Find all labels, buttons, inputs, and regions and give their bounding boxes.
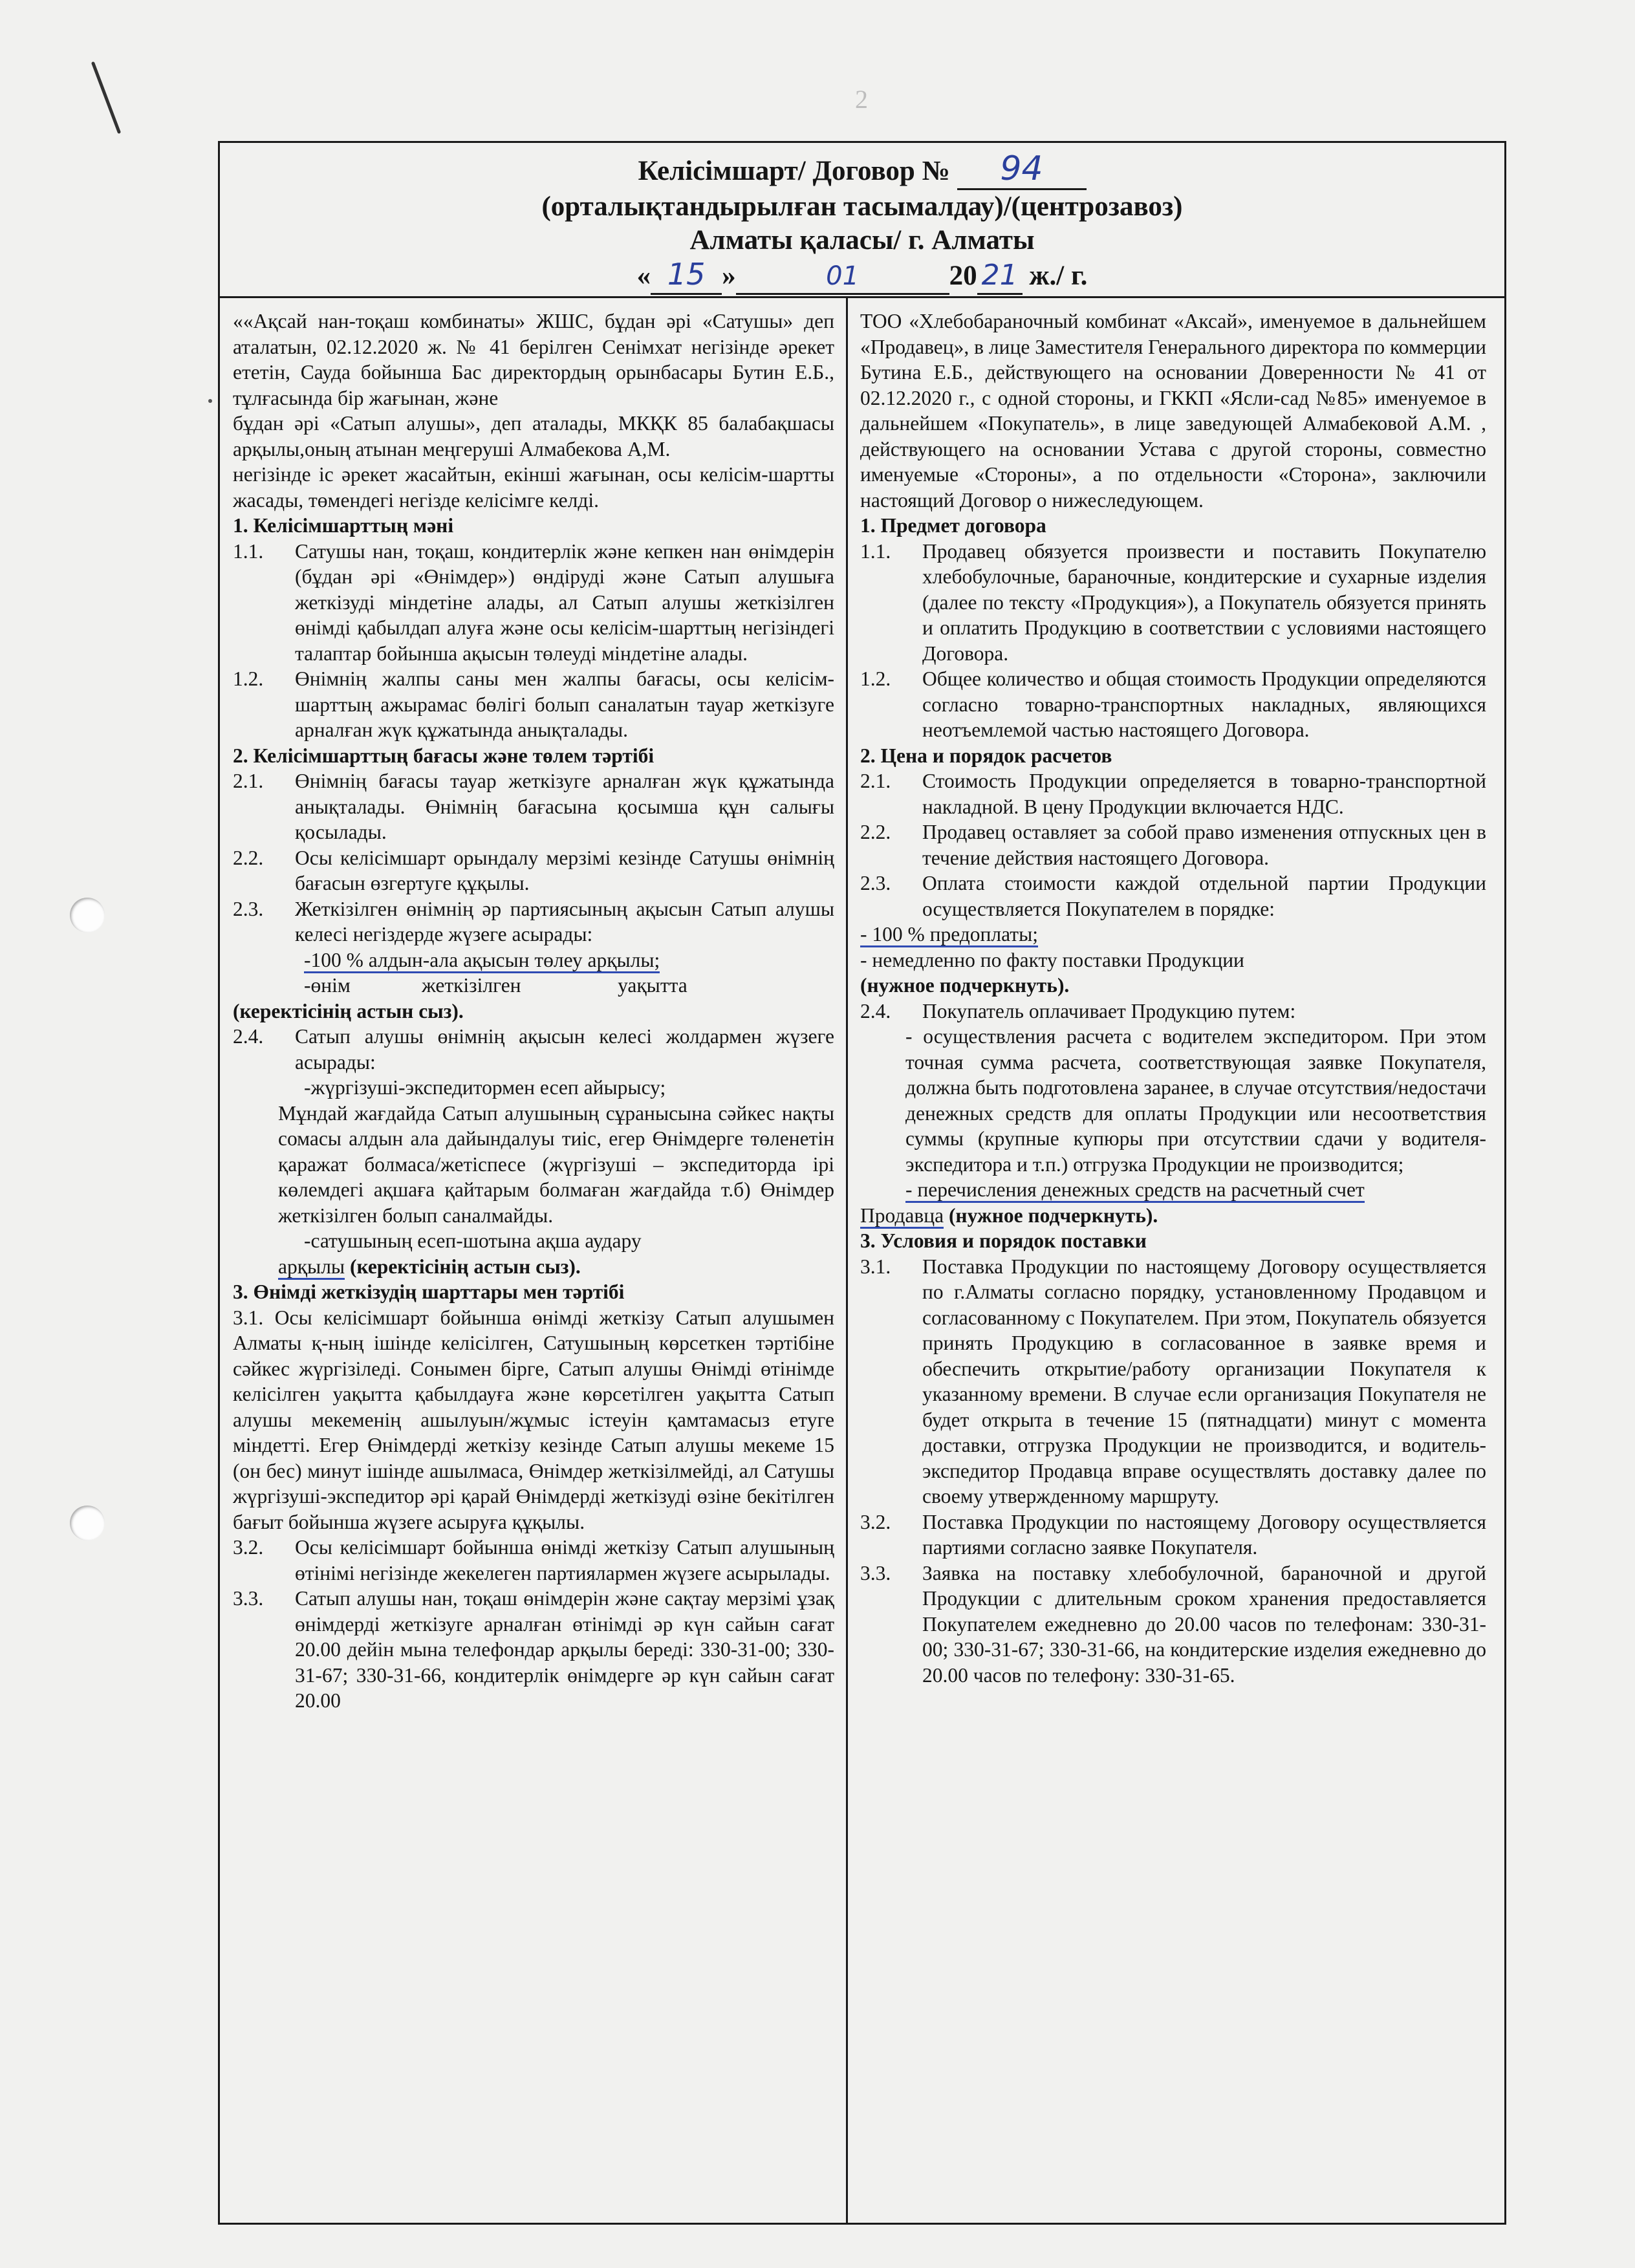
kz-section-3-title: 3. Өнімді жеткізудің шарттары мен тәртібі bbox=[233, 1280, 625, 1303]
page-number: 2 bbox=[855, 85, 868, 114]
ru-underline-note: (нужное подчеркнуть). bbox=[860, 974, 1070, 997]
ru-clause: 2.1. Стоимость Продукции определяется в товарно-транспортной накладной. В цену Продукции включается НДС. bbox=[860, 770, 1486, 818]
kz-clause: 2.3. Жеткізілген өнімнің әр партиясының ақысын Сатып алушы келесі негіздерде жүзеге асырады: bbox=[233, 897, 834, 945]
russian-column bbox=[860, 298, 1486, 2223]
pencil-stroke bbox=[89, 59, 123, 137]
contract-title: Келісімшарт/ Договор № bbox=[638, 156, 950, 186]
ru-clause: 2.4. Покупатель оплачивает Продукцию путем: bbox=[860, 999, 1296, 1022]
kz-payment-method-body: Мұндай жағдайда Сатып алушының сұранысына сәйкес нақты сомасы алдын ала дайындалуы тиіс, егер Өнімдерге төленетін қаражат болмаса/жетіспесе (жүргізуші – экспедиторда ірі көлемдегі ақшаға қайтарым болмаған жағдайда т.б) Өнімдер жеткізілген болып саналмайды. bbox=[278, 1101, 834, 1227]
kz-underline-note: (керектісінің астын сыз). bbox=[233, 999, 464, 1022]
kz-section-1-title: 1. Келісімшарттың мәні bbox=[233, 514, 454, 537]
kz-payment-method-driver: -жүргізуші-экспедитормен есеп айырысу; bbox=[304, 1076, 666, 1099]
punch-hole-top bbox=[70, 898, 105, 933]
contract-number-field bbox=[957, 149, 1087, 190]
kz-intro-2: бұдан әрі «Сатып алушы», деп аталады, МКҚК 85 балабақшасы арқылы,оның атынан меңгеруші Алмабекова А,М. bbox=[233, 412, 834, 460]
kz-payment-method-transfer-note: арқылы (керектісінің астын сыз). bbox=[233, 1254, 834, 1280]
date-month: 01 bbox=[826, 261, 860, 291]
ru-clause: 1.1. Продавец обязуется произвести и поставить Покупателю хлебобулочные, бараночные, кондитерские и сухарные изделия (далее по тексту «Продукция»), а Покупатель обязуется принять и оплатить Продукцию в соответствии с условиями настоящего Договора. bbox=[860, 539, 1486, 665]
kz-clause: 1.2. Өнімнің жалпы саны мен жалпы бағасы, осы келісім-шарттың ажырамас бөлігі болып саналатын тауар жеткізуге арналған жүк құжатында анықталады. bbox=[233, 667, 834, 741]
ru-payment-option-prepay: - 100 % предоплаты; bbox=[860, 922, 1486, 947]
date-year: 21 bbox=[981, 259, 1018, 292]
ru-clause: 3.3. Заявка на поставку хлебобулочной, бараночной и другой Продукции с длительным сроком хранения предоставляется Покупателем ежедневно до 20.00 часов по телефонам: 330-31-00; 330-31-67; 330-31-66, на кондитерские изделия ежедневно до 20.00 часов по телефону: 330-31-65. bbox=[860, 1561, 1486, 1687]
kz-clause: 2.4. Сатып алушы өнімнің ақысын келесі жолдармен жүзеге асырады: bbox=[233, 1025, 834, 1074]
kz-clause: 3.3. Сатып алушы нан, тоқаш өнімдерін және сақтау мерзімі ұзақ өнімдерді жеткізуге арналған өтінімді әр күн сайын сағат 20.00 дейін мына телефондар арқылы береді: 330-31-00; 330-31-67; 330-31-66, кондитерлік өнімдерге әр күн сайын сағат 20.00 bbox=[233, 1587, 834, 1712]
kz-clause: 2.2. Осы келісімшарт орындалу мерзімі кезінде Сатушы өнімнің бағасын өзгертуге құқылы. bbox=[233, 846, 834, 894]
kz-clause: 2.1. Өнімнің бағасы тауар жеткізуге арналған жүк құжатында анықталады. Өнімнің бағасына қосымша құн салығы қосылады. bbox=[233, 770, 834, 843]
ru-payment-method-transfer: - перечисления денежных средств на расчетный счет bbox=[860, 1177, 1486, 1203]
scan-speck bbox=[208, 399, 212, 403]
ru-clause: 3.1. Поставка Продукции по настоящему Договору осуществляется по г.Алматы согласно порядку, установленному Продавцом и согласованному с Покупателем. При этом, Покупатель обязуется принять Продукцию в согласованное в заявке время и обеспечить открытие/работу организации Покупателя к указанному времени. В случае если организация Покупателя не будет открыта в течение 15 (пятнадцати) минут с момента доставки, отгрузка Продукции не производится, и водитель-экспедитор Продавца вправе осуществлять доставку далее по своему утвержденному маршруту. bbox=[860, 1255, 1486, 1507]
kazakh-column bbox=[233, 298, 834, 2223]
contract-date: « 15 » 01 20 21 ж./ г. bbox=[220, 257, 1504, 295]
ru-payment-method-driver: - осуществления расчета с водителем экспедитором. При этом точная сумма расчета, соответствующая заявке Покупателя, должна быть подготовлена заранее, в случае отсутствия/недостачи денежных средств для оплаты Продукции или несоответствия суммы (крупные купюры при отсутствии сдачи у водителя-экспедитора и т.п.) отгрузка Продукции не производится; bbox=[905, 1025, 1486, 1176]
date-day: 15 bbox=[667, 257, 706, 292]
punch-hole-bottom bbox=[70, 1506, 105, 1540]
column-divider bbox=[846, 298, 848, 2223]
contract-header bbox=[220, 143, 1504, 298]
ru-payment-method-transfer-note: Продавца (нужное подчеркнуть). bbox=[860, 1203, 1486, 1229]
kz-payment-option-delivery: -өнім жеткізілген уақытта bbox=[304, 974, 688, 997]
kz-clause-3-1: 3.1. Осы келісімшарт бойынша өнімді жеткізу Сатып алушымен Алматы қ-ның ішінде келісілген, Сатушының көрсеткен тәртібіне сәйкес жүргізіледі. Сонымен бірге, Сатып алушы Өнімді өтінімде келісілген уақытта қабылдауға және көрсетілген уақытта Сатып алушы мекеменің ашылуын/жұмыс істеуін қамтамасыз етуге міндетті. Егер Өнімдерді жеткізу кезінде Сатып алушы мекеме 15 (он бес) минут ішінде ашылмаса, Өнімдер жеткізілмейді, ал Сатушы жүргізуші-экспедитор әрі қарай Өнімдерді жеткізуді өзіне бекітілген бағыт бойынша жүзеге асыруға құқылы. bbox=[233, 1306, 834, 1533]
kz-clause: 1.1. Сатушы нан, тоқаш, кондитерлік және кепкен нан өнімдерін (бұдан әрі «Өнімдер») өндіруді және Сатып алушыға жеткізуді міндетіне алады, ал Сатып алушы жеткізілген өнімді қабылдап алуға және осы келісім-шарттың негізіндегі талаптар бойынша ақысын төлеуді міндетіне алады. bbox=[233, 539, 834, 665]
ru-clause: 2.2. Продавец оставляет за собой право изменения отпускных цен в течение действия настоящего Договора. bbox=[860, 821, 1486, 869]
kz-section-2-title: 2. Келісімшарттың бағасы және төлем тәртібі bbox=[233, 744, 655, 767]
contract-document bbox=[218, 141, 1506, 2225]
ru-intro: ТОО «Хлебобараночный комбинат «Аксай», именуемое в дальнейшем «Продавец», в лице Заместителя Генерального директора по коммерции Бутина Е.Б., действующего на основании Доверенности № 41 от 02.12.2020 г., с одной стороны, и ГККП «Ясли-сад №85» именуемое в дальнейшем «Покупатель», в лице заведующей Алмабековой А.М. , действующего на основании Устава с другой стороны, совместно именуемые «Стороны», а по отдельности «Сторона», заключили настоящий Договор о нижеследующем. bbox=[860, 310, 1486, 512]
ru-clause: 2.3. Оплата стоимости каждой отдельной партии Продукции осуществляется Покупателем в порядке: bbox=[860, 872, 1486, 920]
contract-subtitle: (орталықтандырылған тасымалдау)/(центрозавоз) bbox=[541, 191, 1183, 222]
ru-clause: 1.2. Общее количество и общая стоимость Продукции определяются согласно товарно-транспортных накладных, являющихся неотъемлемой частью настоящего Договора. bbox=[860, 667, 1486, 741]
kz-clause: 3.2. Осы келісімшарт бойынша өнімді жеткізу Сатып алушының өтінімі негізінде жекелеген партиялармен жүзеге асырылады. bbox=[233, 1536, 834, 1584]
kz-intro-3: негізінде іс әрекет жасайтын, екінші жағынан, осы келісім-шартты жасады, төмендегі негізде келісімге келді. bbox=[233, 463, 834, 512]
kz-payment-option-prepay: -100 % алдын-ала ақысын төлеу арқылы; bbox=[233, 947, 834, 973]
ru-section-1-title: 1. Предмет договора bbox=[860, 514, 1046, 537]
kz-payment-method-transfer: -сатушының есеп-шотына ақша аудару bbox=[304, 1229, 642, 1252]
contract-number: 94 bbox=[1000, 149, 1043, 188]
ru-clause: 3.2. Поставка Продукции по настоящему Договору осуществляется партиями согласно заявке Покупателя. bbox=[860, 1510, 1486, 1559]
kz-intro-1: ««Ақсай нан-тоқаш комбинаты» ЖШС, бұдан әрі «Сатушы» деп аталатын, 02.12.2020 ж. № 41 берілген Сенімхат негізінде әрекет ететін, Сауда бойынша Бас директордың орынбасары Бутин Е.Б., тұлғасында бір жағынан, және bbox=[233, 310, 834, 409]
contract-city: Алматы қаласы/ г. Алматы bbox=[689, 225, 1035, 255]
ru-section-3-title: 3. Условия и порядок поставки bbox=[860, 1229, 1147, 1252]
ru-section-2-title: 2. Цена и порядок расчетов bbox=[860, 744, 1112, 767]
ru-payment-option-delivery: - немедленно по факту поставки Продукции bbox=[860, 948, 1244, 971]
